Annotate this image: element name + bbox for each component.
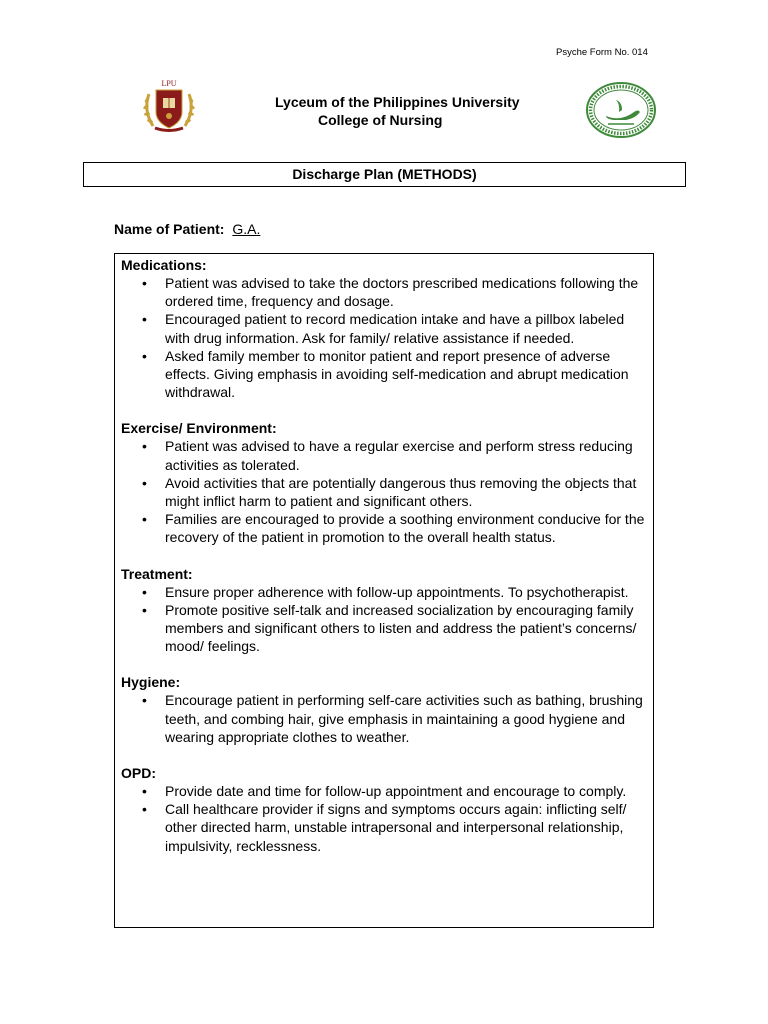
list-item: • Call healthcare provider if signs and symptoms occurs again: inflicting self/ other directed harm, unstable intrapersonal and interpersonal relationship, impulsivity, recklessness. (142, 801, 627, 854)
list-item: • Asked family member to monitor patient and report presence of adverse effects. Giving emphasis in avoiding self-medication and abrupt medication withdrawal. (142, 347, 629, 401)
bullet-icon: • (142, 275, 147, 291)
list-item: • Promote positive self-talk and increased socialization by encouraging family members and significant others to listen and address the patient’s concerns/ mood/ feelings. (142, 601, 637, 655)
section-title: Exercise/ Environment: (121, 420, 277, 437)
college-name: College of Nursing (318, 112, 443, 128)
section-title: Hygiene: (121, 674, 181, 691)
list-item: • Provide date and time for follow-up appointment and encourage to comply. (142, 783, 627, 800)
list-item: • Encouraged patient to record medication intake and have a pillbox labeled with drug information. Ask for family/ relative assistance if needed. (142, 311, 625, 346)
bullet-icon: • (142, 347, 147, 364)
section-title: Medications: (121, 257, 207, 273)
bullet-icon: • (142, 801, 147, 818)
bullet-icon: • (142, 511, 147, 528)
patient-name-label: Name of Patient: (114, 221, 225, 237)
list-item: • Families are encouraged to provide a soothing environment conducive for the recovery of the patient in promotion to the overall health status. (142, 511, 645, 546)
section-opd (121, 764, 647, 855)
list-item: • Encourage patient in performing self-care activities such as bathing, brushing teeth, and combing hair, give emphasis in maintaining a good hygiene and wearing appropriate clothes to weather. (142, 692, 643, 745)
list-item: • Ensure proper adherence with follow-up appointments. To psychotherapist. (142, 583, 629, 600)
section-exercise-environment (121, 419, 647, 546)
section-title: Treatment: (121, 565, 193, 582)
bullet-icon: • (142, 583, 147, 600)
nursing-seal-icon (586, 82, 656, 138)
form-title: Discharge Plan (METHODS) (83, 162, 686, 187)
lpu-logo-text: LPU (161, 79, 177, 88)
bullet-icon: • (142, 474, 147, 491)
list-item: • Avoid activities that are potentially dangerous thus removing the objects that might inflict harm to patient and significant others. (142, 474, 637, 510)
section-medications (121, 256, 647, 401)
list-item: • Patient was advised to have a regular exercise and perform stress reducing activities as tolerated. (142, 438, 633, 473)
bullet-icon: • (142, 601, 147, 618)
section-title: OPD: (121, 765, 156, 782)
lpu-logo-icon (141, 76, 197, 134)
discharge-plan-box (114, 253, 654, 928)
bullet-icon: • (142, 692, 147, 709)
patient-name-line (114, 221, 260, 237)
section-treatment (121, 565, 647, 656)
bullet-icon: • (142, 438, 147, 455)
bullet-icon: • (142, 311, 147, 328)
university-name: Lyceum of the Philippines University (275, 94, 520, 110)
patient-name-value: G.A. (232, 221, 261, 237)
bullet-icon: • (142, 783, 147, 800)
section-hygiene (121, 673, 647, 746)
form-number: Psyche Form No. 014 (556, 47, 648, 58)
list-item: • Patient was advised to take the doctors prescribed medications following the ordered time, frequency and dosage. (142, 275, 639, 310)
